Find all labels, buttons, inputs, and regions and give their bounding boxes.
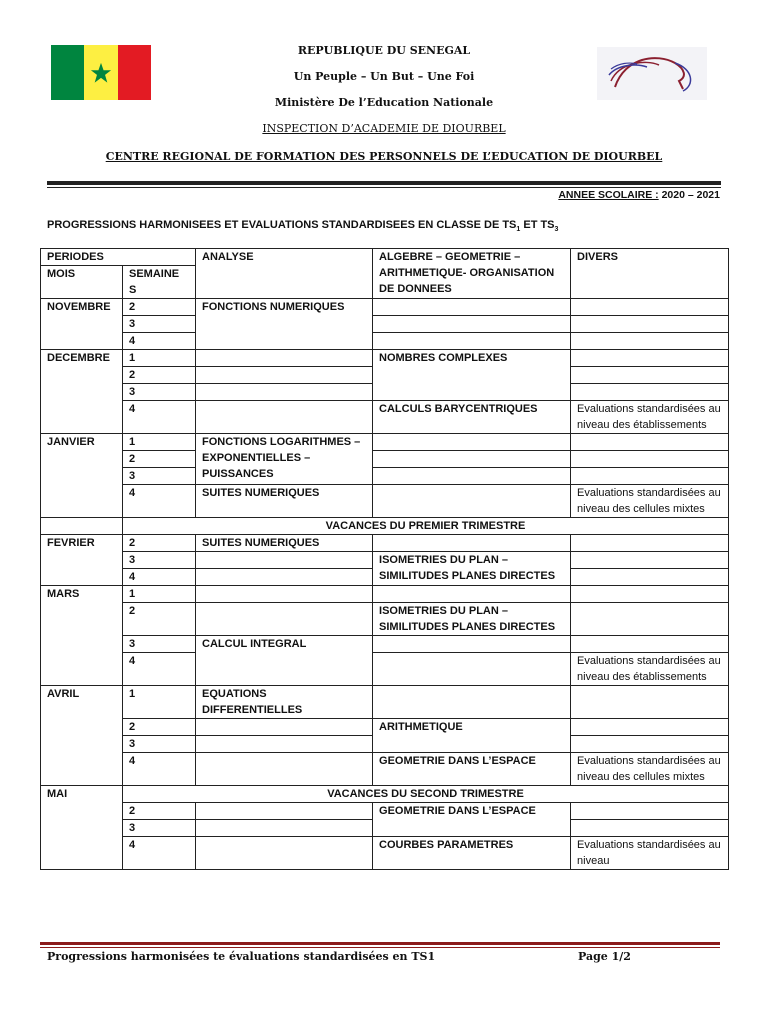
analyse-cell: FONCTIONS LOGARITHMES – EXPONENTIELLES – PUISSANCES (196, 434, 373, 485)
month-cell: FEVRIER (41, 535, 123, 586)
divers-cell (571, 686, 729, 719)
week-cell: 2 (123, 451, 196, 468)
analyse-cell (196, 837, 373, 870)
table-row (41, 434, 729, 451)
footer-rule-thin (40, 947, 720, 948)
table-row (41, 316, 729, 333)
header-analyse: ANALYSE (196, 249, 373, 299)
algebre-cell: GEOMETRIE DANS L’ESPACE (373, 803, 571, 837)
analyse-cell (196, 753, 373, 786)
algebre-cell (373, 451, 571, 468)
week-cell: 1 (123, 586, 196, 603)
week-cell: 1 (123, 686, 196, 719)
table-row (41, 803, 729, 820)
table-row (41, 451, 729, 468)
week-cell: 2 (123, 299, 196, 316)
center-name: CENTRE REGIONAL DE FORMATION DES PERSONNELS DE L’EDUCATION DE DIOURBEL (105, 150, 663, 163)
analyse-cell: CALCUL INTEGRAL (196, 636, 373, 686)
algebre-cell (373, 686, 571, 719)
republic-title: REPUBLIQUE DU SENEGAL (297, 44, 471, 57)
algebre-cell: NOMBRES COMPLEXES (373, 350, 571, 401)
divers-cell (571, 603, 729, 636)
week-cell: 1 (123, 434, 196, 451)
table-row (41, 333, 729, 350)
divers-cell (571, 384, 729, 401)
week-cell: 4 (123, 333, 196, 350)
algebre-cell: ARITHMETIQUE (373, 719, 571, 753)
inspection-name: INSPECTION D’ACADEMIE DE DIOURBEL (262, 122, 506, 135)
table-row (41, 535, 729, 552)
week-cell: 2 (123, 719, 196, 736)
header-semaines: SEMAINE S (123, 266, 196, 299)
analyse-cell: SUITES NUMERIQUES (196, 535, 373, 552)
table-row (41, 299, 729, 316)
divers-cell (571, 535, 729, 552)
divers-cell: Evaluations standardisées au niveau (571, 837, 729, 870)
week-cell: 4 (123, 753, 196, 786)
month-cell: AVRIL (41, 686, 123, 786)
month-cell: DECEMBRE (41, 350, 123, 434)
page-number: Page 1/2 (578, 950, 631, 963)
table-row (41, 786, 729, 803)
table-row (41, 719, 729, 736)
school-year-label: ANNEE SCOLAIRE : (558, 189, 659, 201)
header-algebre: ALGEBRE – GEOMETRIE – ARITHMETIQUE- ORGANISATION DE DONNEES (373, 249, 571, 299)
month-cell (41, 518, 123, 535)
week-cell: 4 (123, 485, 196, 518)
divers-cell (571, 636, 729, 653)
divers-cell (571, 451, 729, 468)
header-divers: DIVERS (571, 249, 729, 299)
algebre-cell: CALCULS BARYCENTRIQUES (373, 401, 571, 434)
analyse-cell (196, 401, 373, 434)
algebre-cell (373, 468, 571, 485)
week-cell: 2 (123, 367, 196, 384)
analyse-cell: SUITES NUMERIQUES (196, 485, 373, 518)
divers-cell (571, 299, 729, 316)
national-motto: Un Peuple – Un But – Une Foi (293, 70, 475, 83)
divers-cell: Evaluations standardisées au niveau des cellules mixtes (571, 753, 729, 786)
divers-cell: Evaluations standardisées au niveau des établissements (571, 653, 729, 686)
algebre-cell (373, 636, 571, 653)
document-title (47, 219, 558, 233)
analyse-cell (196, 350, 373, 367)
divers-cell (571, 820, 729, 837)
algebre-cell: GEOMETRIE DANS L’ESPACE (373, 753, 571, 786)
vacation-row: VACANCES DU SECOND TRIMESTRE (123, 786, 729, 803)
header-periodes: PERIODES (41, 249, 196, 266)
divers-cell: Evaluations standardisées au niveau des établissements (571, 401, 729, 434)
algebre-cell (373, 299, 571, 316)
analyse-cell: EQUATIONS DIFFERENTIELLES (196, 686, 373, 719)
week-cell: 3 (123, 736, 196, 753)
algebre-cell (373, 333, 571, 350)
header-rule-thick (47, 181, 721, 185)
week-cell: 3 (123, 316, 196, 333)
divers-cell (571, 569, 729, 586)
table-row (41, 468, 729, 485)
title-main: PROGRESSIONS HARMONISEES ET EVALUATIONS STANDARDISEES EN CLASSE DE TS (47, 219, 517, 231)
divers-cell (571, 316, 729, 333)
table-header-row (41, 249, 729, 266)
algebre-cell (373, 316, 571, 333)
analyse-cell (196, 719, 373, 736)
week-cell: 3 (123, 384, 196, 401)
analyse-cell (196, 367, 373, 384)
analyse-cell (196, 384, 373, 401)
table-row (41, 518, 729, 535)
divers-cell (571, 468, 729, 485)
table-row (41, 350, 729, 367)
divers-cell (571, 719, 729, 736)
footer-title: Progressions harmonisées te évaluations standardisées en TS1 (47, 950, 436, 963)
week-cell: 3 (123, 820, 196, 837)
week-cell: 4 (123, 653, 196, 686)
header-mois: MOIS (41, 266, 123, 299)
algebre-cell (373, 485, 571, 518)
month-cell: NOVEMBRE (41, 299, 123, 350)
divers-cell (571, 552, 729, 569)
week-cell: 3 (123, 468, 196, 485)
table-row (41, 552, 729, 569)
month-cell: JANVIER (41, 434, 123, 518)
analyse-cell (196, 736, 373, 753)
divers-cell (571, 350, 729, 367)
divers-cell (571, 333, 729, 350)
algebre-cell (373, 535, 571, 552)
analyse-cell (196, 586, 373, 603)
algebre-cell: ISOMETRIES DU PLAN – SIMILITUDES PLANES DIRECTES (373, 603, 571, 636)
footer-rule-thick (40, 942, 720, 945)
table-row (41, 586, 729, 603)
algebre-cell (373, 586, 571, 603)
divers-cell (571, 434, 729, 451)
algebre-cell: ISOMETRIES DU PLAN – SIMILITUDES PLANES DIRECTES (373, 552, 571, 586)
header-rule-thin (47, 187, 721, 188)
analyse-cell (196, 552, 373, 569)
analyse-cell (196, 820, 373, 837)
school-year-value: 2020 – 2021 (661, 189, 720, 201)
school-year (558, 189, 720, 201)
week-cell: 3 (123, 552, 196, 569)
week-cell: 2 (123, 535, 196, 552)
week-cell: 4 (123, 837, 196, 870)
month-cell: MAI (41, 786, 123, 870)
title-sub-1: 1 (516, 226, 521, 234)
title-and: ET TS (520, 219, 555, 231)
algebre-cell: COURBES PARAMETRES (373, 837, 571, 870)
analyse-cell (196, 803, 373, 820)
week-cell: 4 (123, 401, 196, 434)
week-cell: 2 (123, 803, 196, 820)
table-row (41, 636, 729, 653)
ministry-name: Ministère De l’Education Nationale (274, 96, 494, 109)
week-cell: 3 (123, 636, 196, 653)
week-cell: 1 (123, 350, 196, 367)
analyse-cell: FONCTIONS NUMERIQUES (196, 299, 373, 350)
divers-cell (571, 367, 729, 384)
divers-cell: Evaluations standardisées au niveau des cellules mixtes (571, 485, 729, 518)
divers-cell (571, 803, 729, 820)
analyse-cell (196, 603, 373, 636)
divers-cell (571, 586, 729, 603)
week-cell: 4 (123, 569, 196, 586)
vacation-row: VACANCES DU PREMIER TRIMESTRE (123, 518, 729, 535)
algebre-cell (373, 434, 571, 451)
week-cell: 2 (123, 603, 196, 636)
month-cell: MARS (41, 586, 123, 686)
algebre-cell (373, 653, 571, 686)
analyse-cell (196, 569, 373, 586)
divers-cell (571, 736, 729, 753)
title-sub-3: 3 (554, 226, 559, 234)
progression-table (40, 248, 729, 870)
